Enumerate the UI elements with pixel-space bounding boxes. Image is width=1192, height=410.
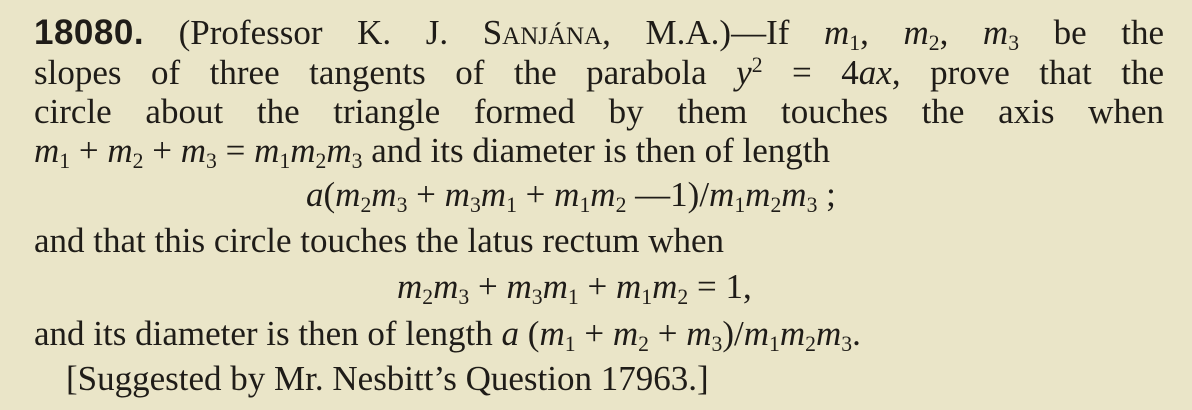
body-line-2: slopes of three tangents of the parabola $y^2 = 4ax$, prove that the — [34, 53, 1165, 92]
be-the-text: be the — [1053, 13, 1165, 52]
parabola-equation: $y^2 = 4ax$ — [736, 53, 892, 92]
slope-m3: $m_3$ — [982, 13, 1020, 56]
body-line-3: circle about the triangle formed by them touches the axis when — [34, 92, 1164, 131]
suggested-by-note: [Suggested by Mr. Nesbitt’s Question 17963.] — [66, 359, 709, 398]
body-line-6: and that this circle touches the latus rectum when — [34, 221, 725, 260]
diameter-formula-1: $a(m_2m_3 + m_3m_1 + m_1m_2$ $—1)/m_1m_2m_3$ ; — [306, 175, 836, 218]
latus-rectum-condition: $m_2m_3 + m_3m_1 + m_1m_2 = 1$, — [397, 267, 752, 310]
author-attribution: (Professor K. J. Sanjána, M.A.) — [178, 13, 732, 52]
question-number: 18080. — [34, 13, 145, 52]
slope-m2: $m_2$ — [903, 13, 940, 56]
question-header-line: 18080. (Professor K. J. Sanjána, M.A.)—If $m_1$, $m_2$, $m_3$ be the — [34, 13, 1165, 56]
slope-m1: $m_1$ — [823, 13, 861, 56]
diameter-formula-2: a $(m_1 + m_2 + m_3)/m_1m_2m_3$. — [501, 314, 861, 357]
condition-axis-equation: $m_1 + m_2 + m_3 = m_1m_2m_3$ — [34, 131, 363, 174]
body-line-4: $m_1 + m_2 + m_3 = m_1m_2m_3$ and its diameter is then of length — [34, 131, 831, 174]
body-line-8: and its diameter is then of length a $(m_1 + m_2 + m_3)/m_1m_2m_3$. — [34, 314, 861, 357]
if-clause: —If — [731, 13, 790, 52]
